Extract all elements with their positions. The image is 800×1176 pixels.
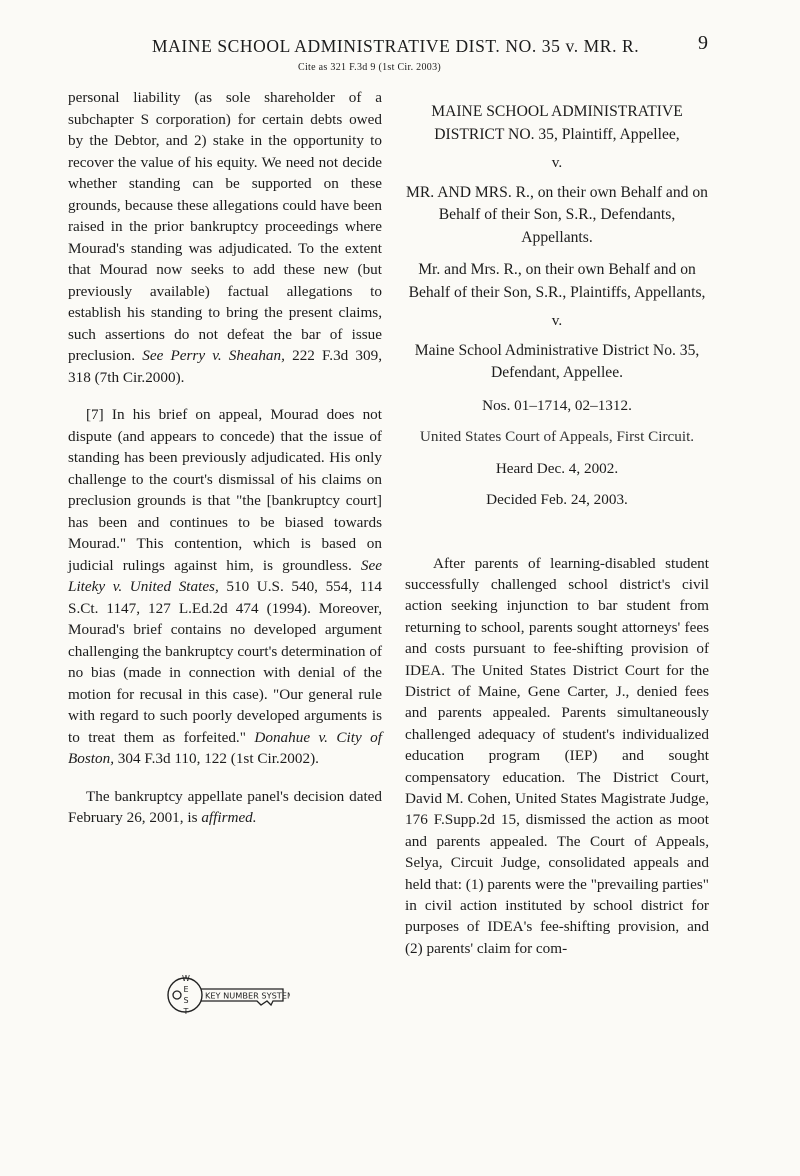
case-citation: See Liteky v. United States, [68, 556, 382, 595]
versus: v. [551, 312, 563, 329]
key-number-logo [165, 968, 290, 1022]
svg-text:KEY NUMBER SYSTEM: KEY NUMBER SYSTEM [205, 990, 290, 1001]
court-name: United States Court of Appeals, First Circuit. [419, 428, 695, 445]
syllabus: After parents of learning-disabled student successfully challenged school district's civil action seeking injunction to bar student from returning to school, parents sought attorneys' fees and costs pursuant to fee-shifting provision of IDEA. The United States District Court for the District of Maine, Gene Carter, J., denied fees and parents appealed. Parents simultaneously challenged adequacy of student's individualized education program (IEP) and sought compensatory education. The District Court, David M. Cohen, United States Magistrate Judge, 176 F.Supp.2d 15, dismissed the action as moot and parents appealed. The Court of Appeals, Selya, Circuit Judge, consolidated appeals and held that: (1) parents were the "prevailing parties" in civil action instituted by school district for purposes of IDEA's fee-shifting provision, and (2) parents' claim for com- [405, 554, 709, 957]
party-plaintiff: MAINE SCHOOL ADMINISTRATIVE DISTRICT NO. 35, Plaintiff, Appellee, [431, 103, 683, 143]
docket-numbers: Nos. 01–1714, 02–1312. [482, 396, 632, 414]
right-column [405, 101, 709, 959]
decided-date: Decided Feb. 24, 2003. [486, 491, 628, 508]
svg-text:W: W [182, 974, 190, 983]
opinion-paragraph-2: [7] In his brief on appeal, Mourad does not dispute (and appears to concede) that the issue of standing has been previously adjudicated. His only challenge to the court's dismissal of his claims on preclusion grounds is that "the [bankruptcy court] has been and continues to be biased towards Mourad." This contention, which is based on judicial rulings against him, is groundless. See Liteky v. United States, 510 U.S. 540, 554, 114 S.Ct. 1147, 127 L.Ed.2d 474 (1994). Moreover, Mourad's brief contains no developed argument challenging the bankruptcy court's determination of no bias (made in connection with denial of the motion for recusal in this case). "Our general rule with regard to such poorly developed arguments is to treat them as forfeited." Donahue v. City of Boston, 304 F.3d 110, 122 (1st Cir.2002). [68, 406, 383, 767]
headnote-marker: [7] [86, 406, 104, 423]
opinion-paragraph-1: personal liability (as sole shareholder of a subchapter S corporation) for certain debts owed by the Debtor, and 2) stake in the opportunity to recover the value of his equity. We need not decide whether standing can be supported on these grounds, because these allegations could have been raised in the prior bankruptcy proceedings where Mourad's standing was adjudicated. To the extent that Mourad now seeks to add these new (but previously available) factual allegations to establish his standing to bring the present claims, such assertions do not defeat the bar of issue preclusion. See Perry v. Sheahan, 222 F.3d 309, 318 (7th Cir.2000). [68, 89, 383, 386]
versus: v. [551, 154, 563, 171]
running-head: MAINE SCHOOL ADMINISTRATIVE DIST. NO. 35 v. MR. R. [152, 36, 640, 56]
citation-line: Cite as 321 F.3d 9 (1st Cir. 2003) [298, 62, 442, 73]
opinion-paragraph-3: The bankruptcy appellate panel's decision dated February 26, 2001, is affirmed. [68, 787, 382, 826]
svg-text:S: S [183, 996, 189, 1005]
disposition: affirmed. [201, 809, 257, 826]
party-cross-defendant: Maine School Administrative District No. 35, Defendant, Appellee. [414, 341, 700, 381]
svg-text:T: T [183, 1007, 189, 1016]
svg-text:E: E [183, 985, 189, 994]
case-citation: See Perry v. Sheahan, [142, 347, 285, 364]
party-cross-plaintiffs: Mr. and Mrs. R., on their own Behalf and on Behalf of their Son, S.R., Plaintiffs, Appellants, [408, 261, 706, 301]
party-defendants: MR. AND MRS. R., on their own Behalf and on Behalf of their Son, S.R., Defendants, Appellants. [406, 183, 708, 246]
case-citation: Donahue v. City of Boston, [68, 728, 382, 767]
heard-date: Heard Dec. 4, 2002. [495, 459, 619, 477]
page-number: 9 [698, 32, 708, 54]
left-column [68, 87, 382, 829]
